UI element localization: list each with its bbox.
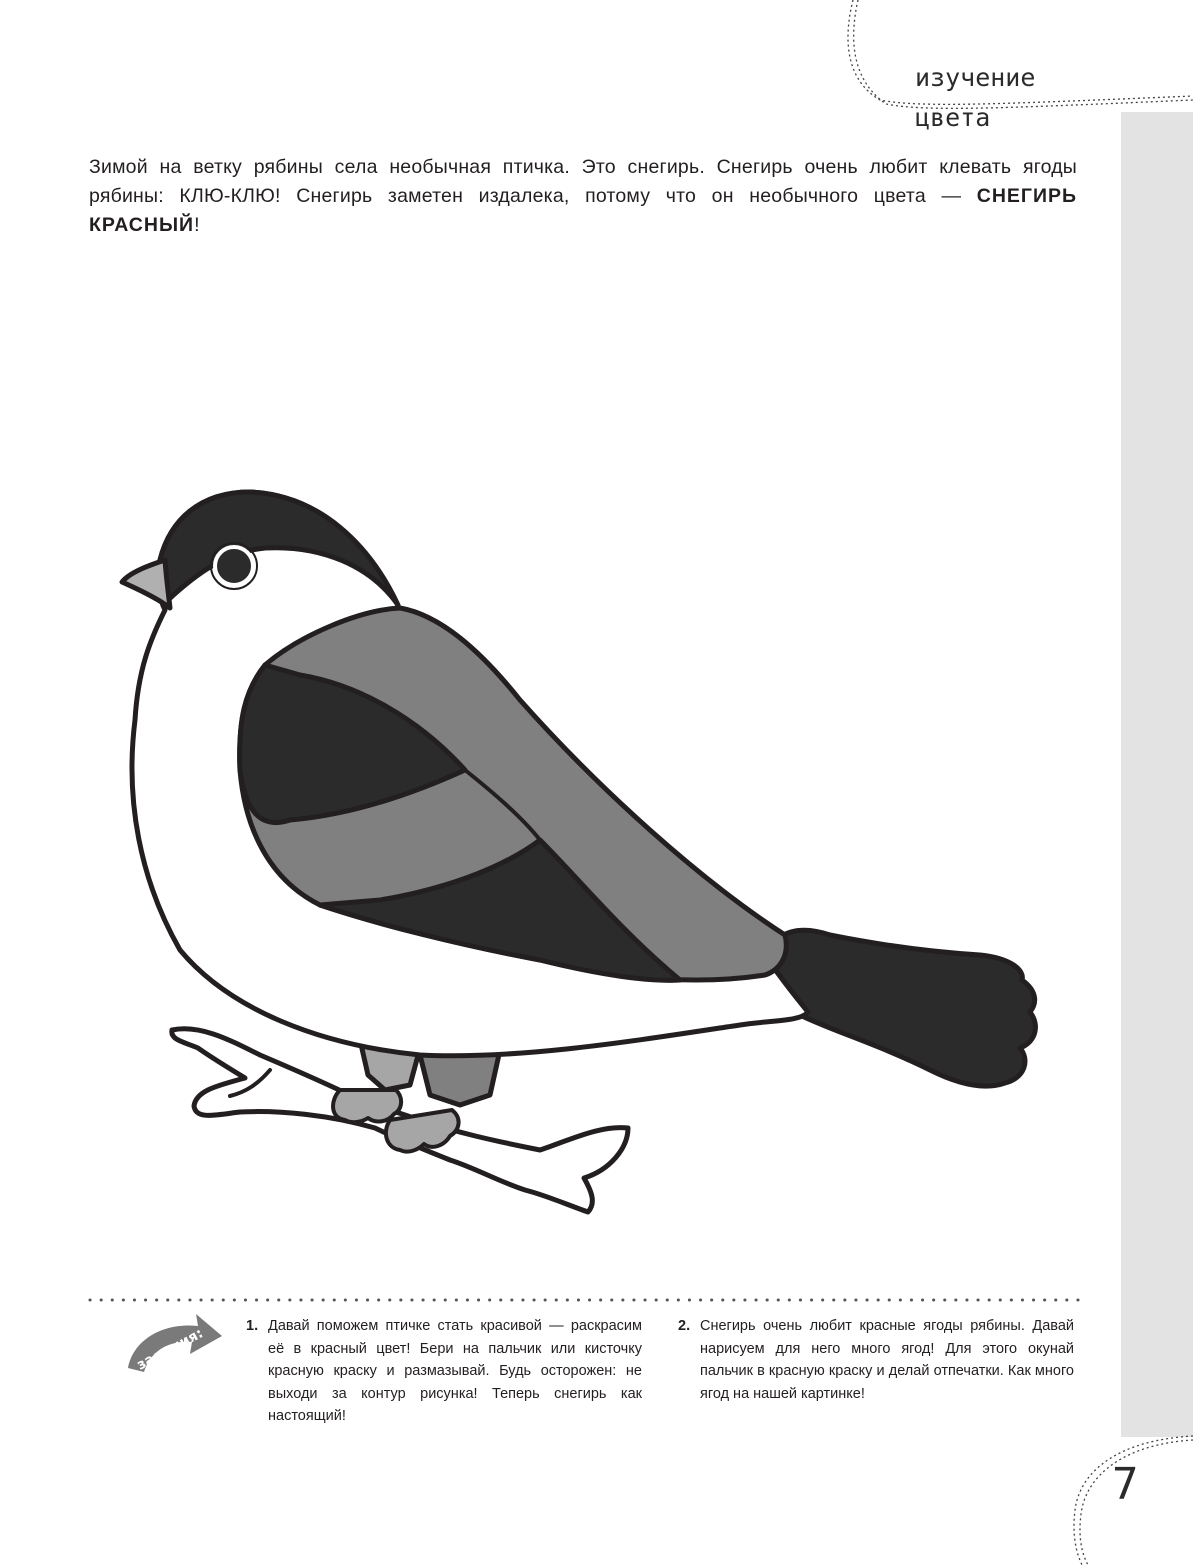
- side-strip: [1121, 112, 1193, 1437]
- dotted-separator: [0, 1288, 1193, 1308]
- page-number: 7: [1112, 1459, 1139, 1510]
- task-number: 1.: [246, 1318, 259, 1334]
- task-text: Снегирь очень любит красные ягоды рябины. Давай нарисуем для него много ягод! Для этого окунай пальчик в красную краску и делай отпечатки. Как много ягод на нашей картинке!: [700, 1318, 1074, 1402]
- task-number: 2.: [678, 1318, 691, 1334]
- leg-right: [420, 1050, 500, 1105]
- bird-beak: [122, 560, 170, 608]
- task-item: [246, 1315, 642, 1428]
- intro-highlight: СНЕГИРЬ КРАСНЫЙ: [89, 185, 1077, 236]
- intro-paragraph: [89, 153, 1077, 240]
- task-item: [678, 1315, 1074, 1405]
- claw-left: [333, 1090, 401, 1122]
- tasks-badge-label: задания:: [134, 1325, 206, 1374]
- bullfinch-illustration: [100, 470, 1060, 1230]
- tasks-badge: [118, 1310, 228, 1390]
- bird-eye: [215, 547, 253, 585]
- intro-text: Зимой на ветку рябины села необычная птичка. Это снегирь. Снегирь очень любит клевать ягоды рябины: КЛЮ-КЛЮ! Снегирь заметен издалека, потому что он необычного цвета —: [89, 156, 1077, 207]
- intro-end: !: [194, 214, 200, 236]
- section-title: изучение цвета: [915, 63, 1036, 132]
- task-text: Давай поможем птичке стать красивой — раскрасим её в красный цвет! Бери на пальчик или кисточку красную краску и размазывай. Будь осторожен: не выходи за контур рисунка! Теперь снегирь как настоящий!: [268, 1318, 642, 1424]
